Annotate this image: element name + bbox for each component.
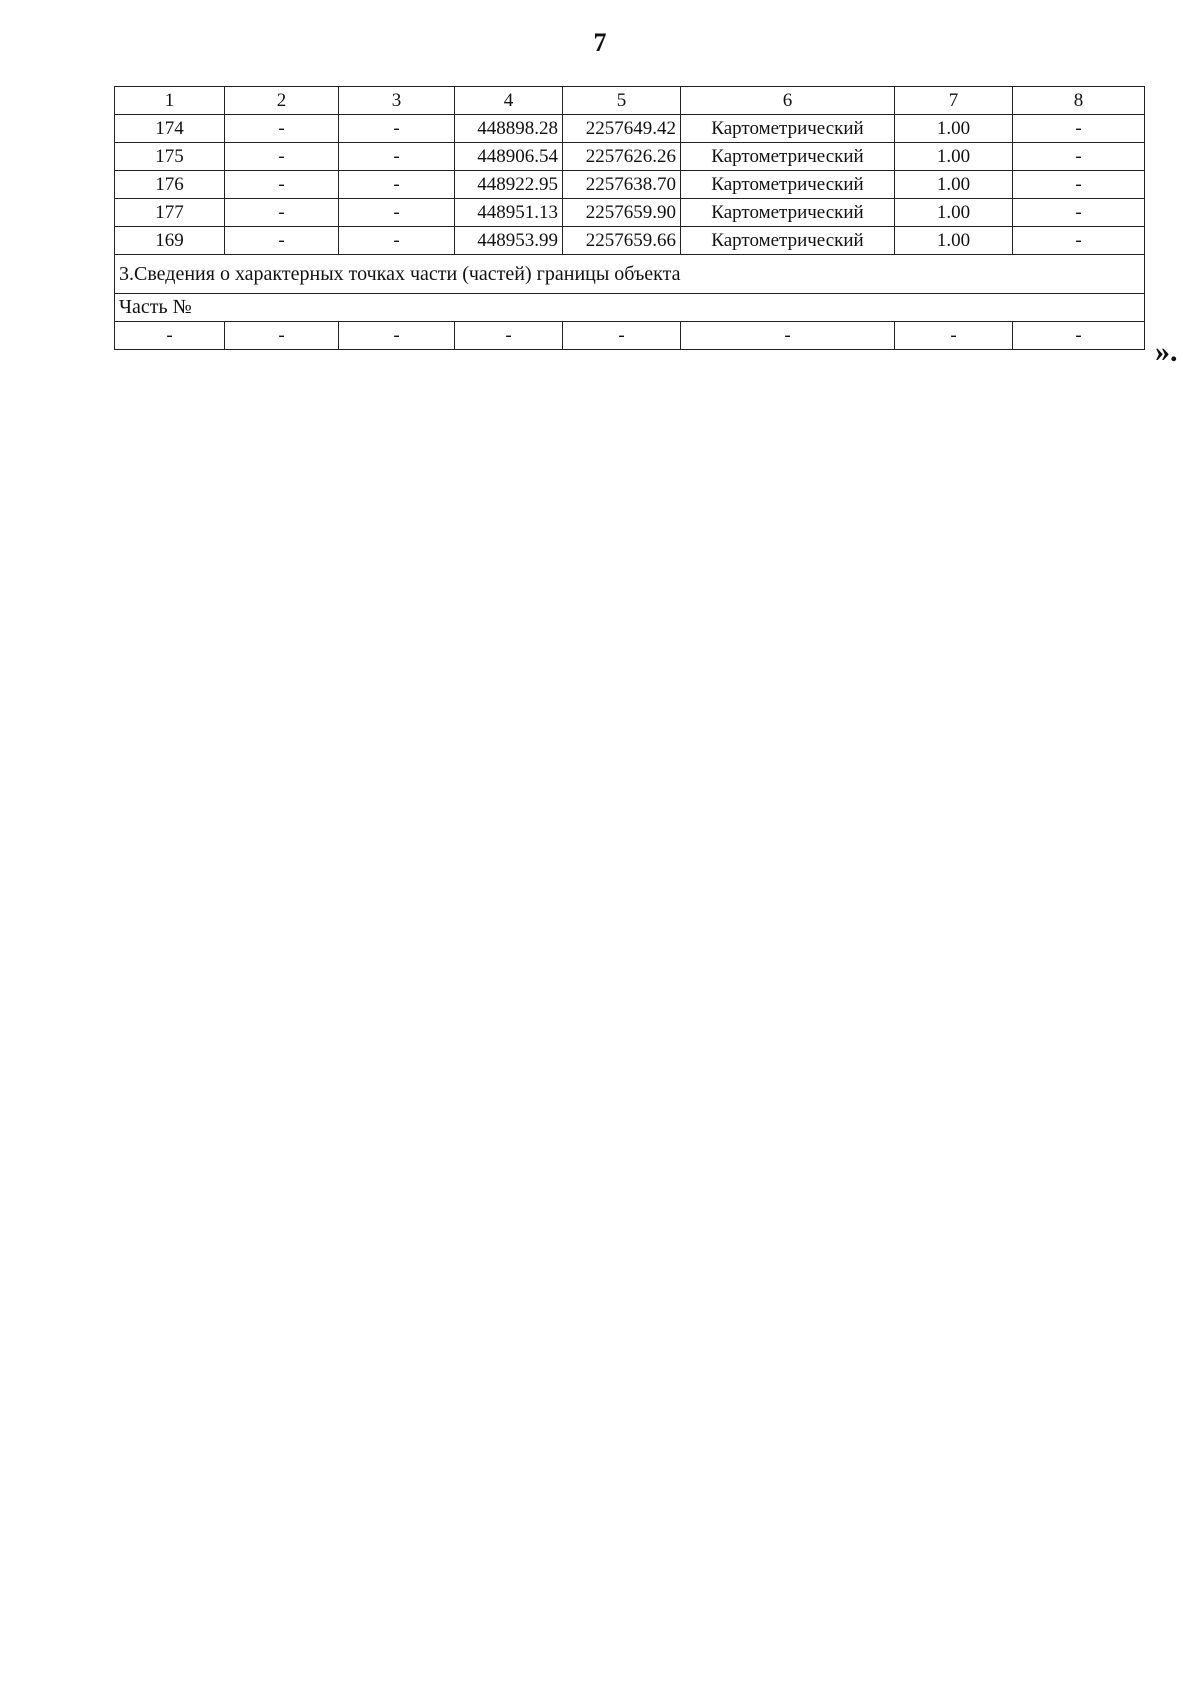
y-coordinate-cell: 2257659.66 — [563, 227, 681, 255]
point-number-cell: 174 — [115, 115, 225, 143]
empty-cell: - — [225, 322, 339, 350]
point-number-cell: 177 — [115, 199, 225, 227]
x-coordinate-cell: 448922.95 — [455, 171, 563, 199]
table-header-row — [115, 87, 1145, 115]
accuracy-cell: 1.00 — [895, 171, 1013, 199]
section-title-row — [115, 255, 1145, 294]
closing-quote-mark: ». — [1155, 335, 1178, 368]
point-number-cell: 175 — [115, 143, 225, 171]
empty-cell: - — [563, 322, 681, 350]
table-cell: - — [339, 199, 455, 227]
header-cell: 1 — [115, 87, 225, 115]
accuracy-cell: 1.00 — [895, 115, 1013, 143]
empty-row — [115, 322, 1145, 350]
method-cell: Картометрический — [681, 115, 895, 143]
table-row — [115, 115, 1145, 143]
empty-cell: - — [1013, 322, 1145, 350]
y-coordinate-cell: 2257626.26 — [563, 143, 681, 171]
accuracy-cell: 1.00 — [895, 227, 1013, 255]
table-cell: - — [339, 171, 455, 199]
x-coordinate-cell: 448898.28 — [455, 115, 563, 143]
empty-cell: - — [895, 322, 1013, 350]
method-cell: Картометрический — [681, 171, 895, 199]
table-cell: - — [225, 227, 339, 255]
empty-cell: - — [115, 322, 225, 350]
y-coordinate-cell: 2257638.70 — [563, 171, 681, 199]
table-cell: - — [225, 171, 339, 199]
x-coordinate-cell: 448906.54 — [455, 143, 563, 171]
y-coordinate-cell: 2257659.90 — [563, 199, 681, 227]
header-cell: 4 — [455, 87, 563, 115]
table-cell: - — [1013, 199, 1145, 227]
x-coordinate-cell: 448951.13 — [455, 199, 563, 227]
page-number: 7 — [593, 28, 607, 57]
header-cell: 3 — [339, 87, 455, 115]
empty-cell: - — [681, 322, 895, 350]
point-number-cell: 169 — [115, 227, 225, 255]
header-cell: 5 — [563, 87, 681, 115]
method-cell: Картометрический — [681, 143, 895, 171]
table-cell: - — [225, 115, 339, 143]
table-cell: - — [1013, 171, 1145, 199]
table-row — [115, 199, 1145, 227]
table-cell: - — [1013, 227, 1145, 255]
method-cell: Картометрический — [681, 227, 895, 255]
empty-cell: - — [455, 322, 563, 350]
method-cell: Картометрический — [681, 199, 895, 227]
table-row — [115, 171, 1145, 199]
header-cell: 8 — [1013, 87, 1145, 115]
point-number-cell: 176 — [115, 171, 225, 199]
table-cell: - — [1013, 143, 1145, 171]
table-cell: - — [225, 143, 339, 171]
table-cell: - — [225, 199, 339, 227]
section-title: 3.Сведения о характерных точках части (частей) границы объекта — [115, 255, 1145, 294]
y-coordinate-cell: 2257649.42 — [563, 115, 681, 143]
table-cell: - — [339, 227, 455, 255]
table-row — [115, 227, 1145, 255]
table-row — [115, 143, 1145, 171]
accuracy-cell: 1.00 — [895, 199, 1013, 227]
table-cell: - — [1013, 115, 1145, 143]
header-cell: 2 — [225, 87, 339, 115]
boundary-points-table — [114, 86, 1145, 350]
accuracy-cell: 1.00 — [895, 143, 1013, 171]
header-cell: 6 — [681, 87, 895, 115]
table-cell: - — [339, 115, 455, 143]
part-label-row — [115, 294, 1145, 322]
empty-cell: - — [339, 322, 455, 350]
part-label: Часть № — [115, 294, 1145, 322]
table-cell: - — [339, 143, 455, 171]
header-cell: 7 — [895, 87, 1013, 115]
x-coordinate-cell: 448953.99 — [455, 227, 563, 255]
